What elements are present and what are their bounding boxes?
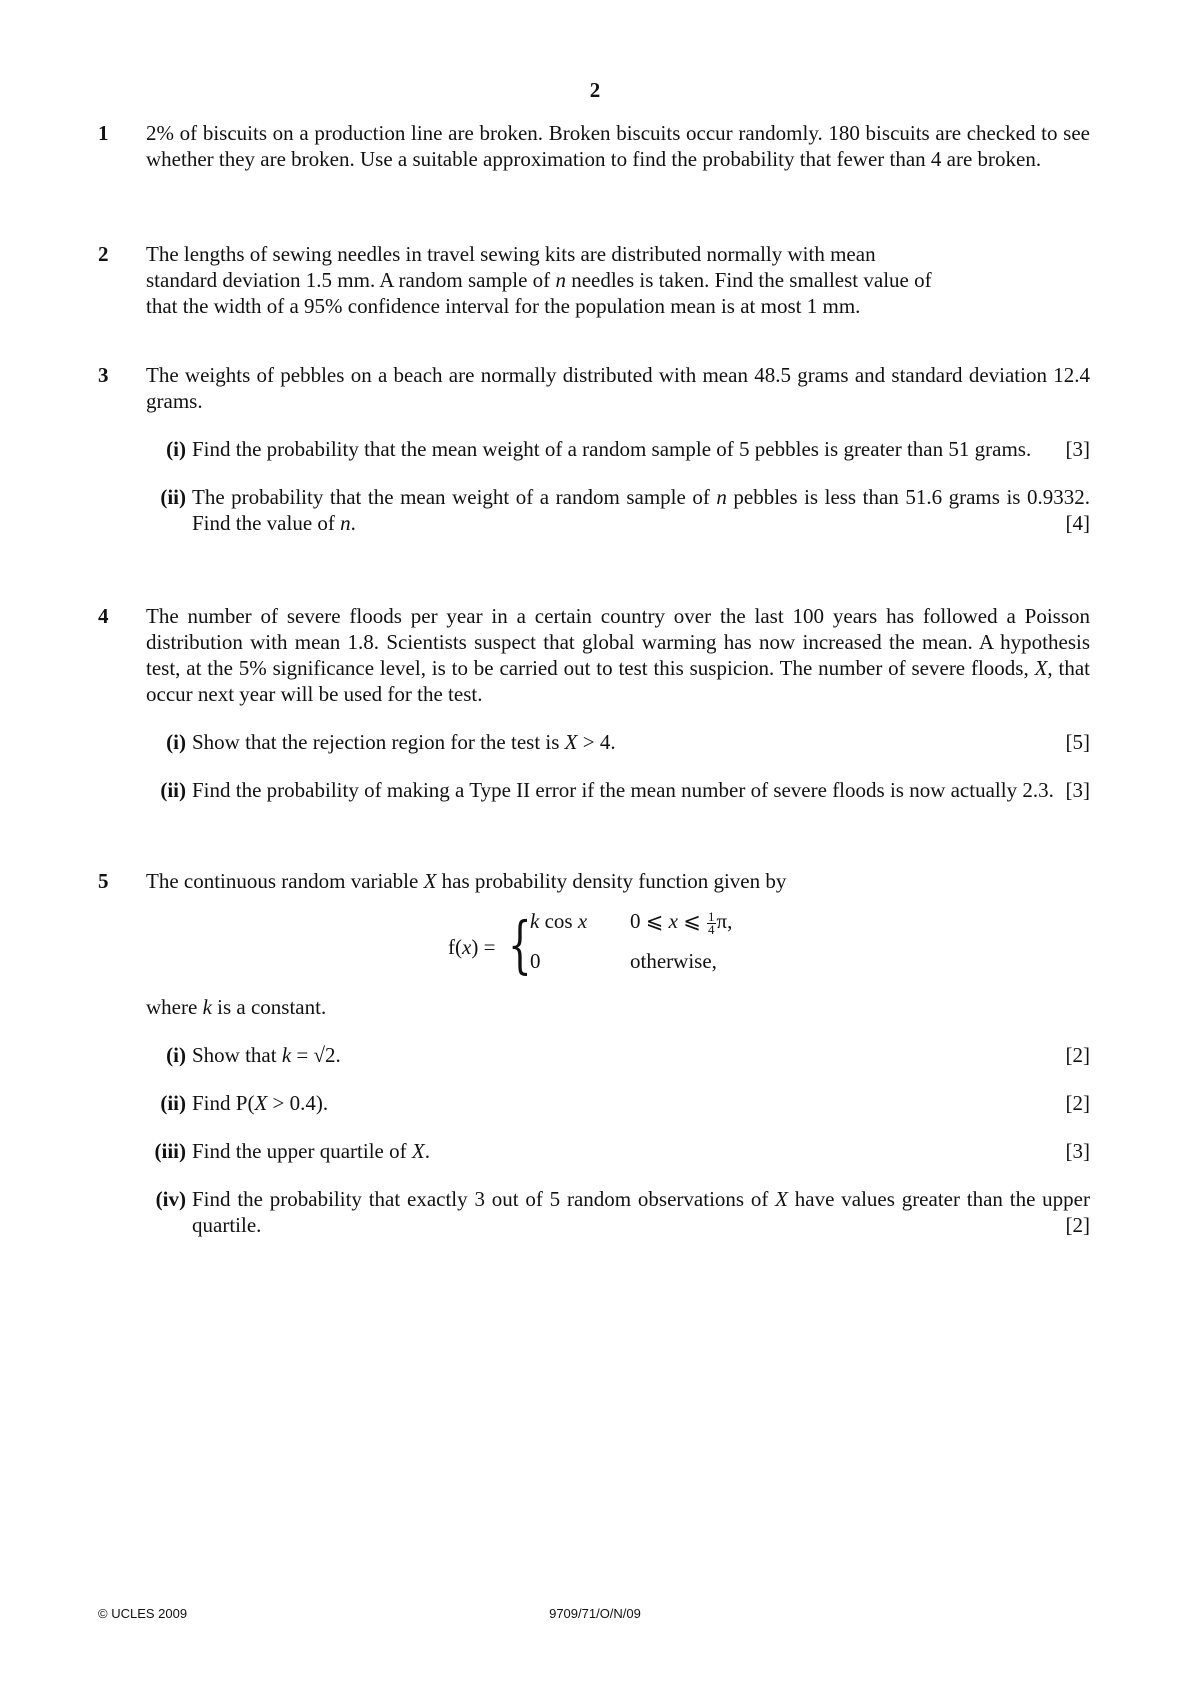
formula-brace: { [508, 908, 532, 981]
part-text: Show that the rejection region for the test is X > 4. [5] [192, 730, 1090, 754]
part-text: Find the probability of making a Type II error if the mean number of severe floods is now actually 2.3. [3] [192, 778, 1090, 802]
part-label: (i) [166, 730, 186, 754]
question-number: 1 [98, 121, 109, 145]
fraction: $\frac{1}{4}$ [708, 908, 715, 937]
question-text: where k is a constant. [146, 995, 327, 1019]
marks: [4] [1065, 511, 1090, 535]
question-part [146, 1090, 1090, 1116]
question-number: 2 [98, 242, 109, 266]
question-part [146, 484, 1090, 536]
part-label: (i) [166, 437, 186, 461]
question-line: standard deviation 1.5 mm. A random sample of n needles is taken. Find the smallest value of [146, 268, 932, 292]
marks: [5] [1065, 730, 1090, 754]
part-label: (ii) [160, 778, 186, 802]
part-label: (ii) [160, 1091, 186, 1115]
copyright-notice: © UCLES 2009 [98, 1606, 188, 1621]
question-part [146, 777, 1090, 803]
formula-case-1-range: 0 ⩽ x ⩽ $\frac{1}{4}$ π, [630, 908, 733, 937]
marks: [3] [1065, 437, 1090, 461]
part-text: The probability that the mean weight of a random sample of n pebbles is less than 51.6 grams is 0.9332. Find the value of n. [4] [192, 485, 1090, 535]
formula-case-1-value: k cos x [530, 909, 588, 933]
marks: [2] [1065, 1091, 1090, 1115]
question-3 [98, 362, 1090, 536]
question-part [146, 1042, 1090, 1068]
part-text: Find the probability that the mean weight of a random sample of 5 pebbles is greater than 51 grams. [3] [192, 437, 1090, 461]
question-5 [98, 868, 1090, 1238]
marks: [3] [1065, 1139, 1090, 1163]
question-text: The continuous random variable X has probability density function given by [146, 869, 787, 893]
question-line: The lengths of sewing needles in travel sewing kits are distributed normally with mean [146, 242, 876, 266]
part-text: Find the probability that exactly 3 out of 5 random observations of X have values greater than the upper quartile. [2] [192, 1187, 1090, 1237]
part-text: Find P(X > 0.4). [2] [192, 1091, 1090, 1115]
paper-code: 9709/71/O/N/09 [549, 1606, 641, 1621]
page-number: 2 [589, 78, 601, 102]
question-part [146, 1186, 1090, 1238]
part-label: (ii) [160, 485, 186, 509]
question-number: 5 [98, 869, 109, 893]
question-part [146, 436, 1090, 462]
question-part [146, 1138, 1090, 1164]
pdf-formula [98, 908, 1090, 986]
marks: [2] [1065, 1213, 1090, 1237]
part-text: Find the upper quartile of X. [3] [192, 1139, 1090, 1163]
formula-lhs: f(x) = [448, 935, 496, 959]
formula-case-2-value: 0 [530, 949, 541, 973]
formula-case-2-range: otherwise, [630, 949, 717, 973]
part-label: (iii) [154, 1139, 186, 1163]
question-number: 3 [98, 363, 109, 387]
question-line: that the width of a 95% confidence interval for the population mean is at most 1 mm. [146, 294, 861, 318]
question-text: The number of severe floods per year in a certain country over the last 100 years has followed a Poisson distribution with mean 1.8. Scientists suspect that global warming has now increased the mean. A hypothesis test, at the 5% significance level, is to be carried out to test this suspicion. The number of severe floods, X, that occur next year will be used for the test. [146, 604, 1090, 706]
question-text: The weights of pebbles on a beach are normally distributed with mean 48.5 grams and standard deviation 12.4 grams. [146, 363, 1090, 413]
marks: [2] [1065, 1043, 1090, 1067]
question-text [146, 241, 1090, 319]
part-text: Show that k = √2. [2] [192, 1043, 1090, 1067]
question-1 [98, 120, 1090, 172]
marks: [3] [1065, 778, 1090, 802]
question-text: 2% of biscuits on a production line are broken. Broken biscuits occur randomly. 180 biscuits are checked to see whether they are broken. Use a suitable approximation to find the probability that fewer than 4 are broken. [146, 121, 1090, 171]
part-label: (iv) [155, 1187, 186, 1211]
question-4 [98, 603, 1090, 803]
question-number: 4 [98, 604, 109, 628]
question-part [146, 729, 1090, 755]
question-2 [98, 241, 1090, 319]
part-label: (i) [166, 1043, 186, 1067]
